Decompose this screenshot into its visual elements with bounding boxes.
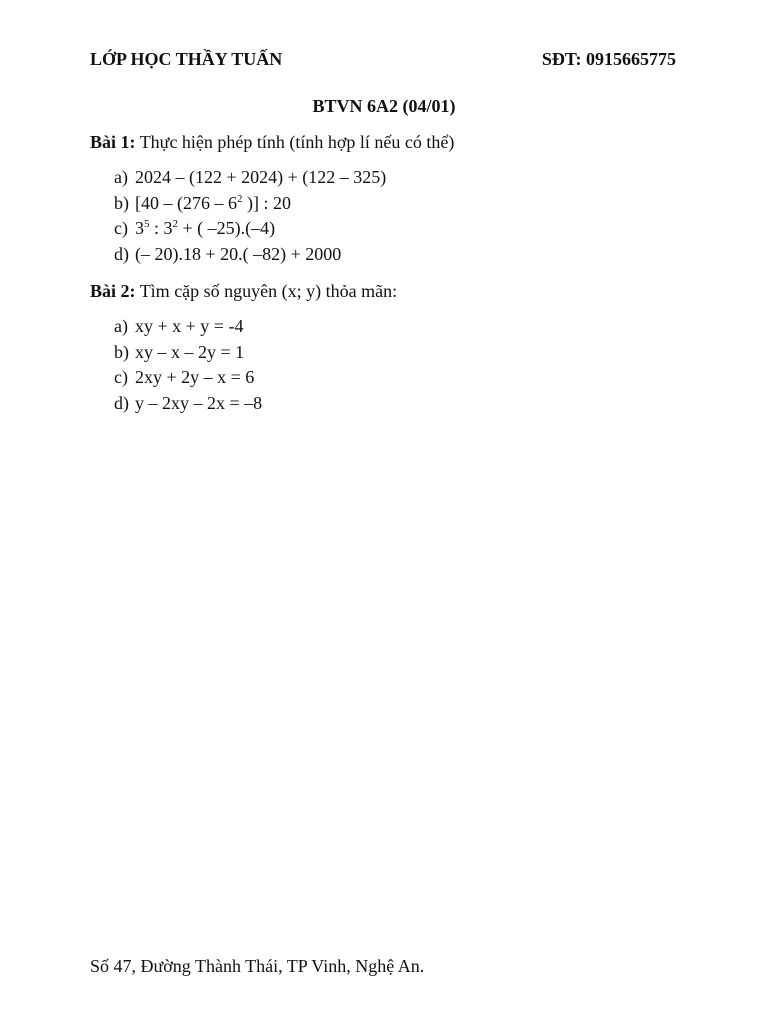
document-title: BTVN 6A2 (04/01) <box>312 96 456 116</box>
item-letter: d) <box>114 243 129 264</box>
item-equation: xy – x – 2y = 1 <box>135 341 245 362</box>
page-header <box>90 48 676 70</box>
item-expression: (– 20).18 + 20.( –82) + 2000 <box>135 243 342 264</box>
item-equation: 2xy + 2y – x = 6 <box>135 367 255 387</box>
exercise-1-heading <box>90 131 454 153</box>
item-expression-part: + ( –25).(–4) <box>178 218 276 238</box>
item-letter: c) <box>114 367 128 387</box>
exponent: 2 <box>172 218 179 230</box>
phone-number: SĐT: 0915665775 <box>541 49 676 69</box>
item-letter: a) <box>114 316 128 336</box>
list-item <box>114 314 262 340</box>
item-letter: c) <box>114 218 128 238</box>
exponent: 2 <box>237 192 243 205</box>
list-item <box>114 191 386 217</box>
list-item <box>114 340 262 366</box>
exercise-1-number: Bài 1: <box>90 132 136 152</box>
item-letter: d) <box>114 392 129 413</box>
list-item <box>114 391 262 417</box>
exercise-1-instruction: Thực hiện phép tính (tính hợp lí nếu có thể) <box>135 132 455 152</box>
list-item <box>114 365 262 391</box>
item-equation: y – 2xy – 2x = –8 <box>135 392 263 413</box>
exponent: 5 <box>144 218 150 230</box>
exercise-1-list <box>114 165 386 267</box>
exercise-2-instruction: Tìm cặp số nguyên (x; y) thỏa mãn: <box>135 281 398 301</box>
item-expression-part: 3 <box>135 218 144 238</box>
list-item <box>114 165 386 191</box>
address-footer: Số 47, Đường Thành Thái, TP Vinh, Nghệ An. <box>90 956 425 976</box>
item-equation: xy + x + y = -4 <box>135 316 244 336</box>
item-expression-part: [40 – (276 – 6 <box>135 192 237 213</box>
list-item <box>114 216 386 242</box>
item-letter: b) <box>114 341 129 362</box>
exercise-2-list <box>114 314 262 416</box>
item-expression: 2024 – (122 + 2024) + (122 – 325) <box>135 167 387 187</box>
exercise-2-heading <box>90 280 397 302</box>
item-letter: a) <box>114 167 128 187</box>
item-expression-part: : 3 <box>149 218 173 238</box>
class-name: LỚP HỌC THẦY TUẤN <box>90 49 283 69</box>
item-letter: b) <box>114 192 129 213</box>
list-item <box>114 242 386 268</box>
item-expression-part: )] : 20 <box>242 192 291 213</box>
exercise-2-number: Bài 2: <box>90 281 136 301</box>
